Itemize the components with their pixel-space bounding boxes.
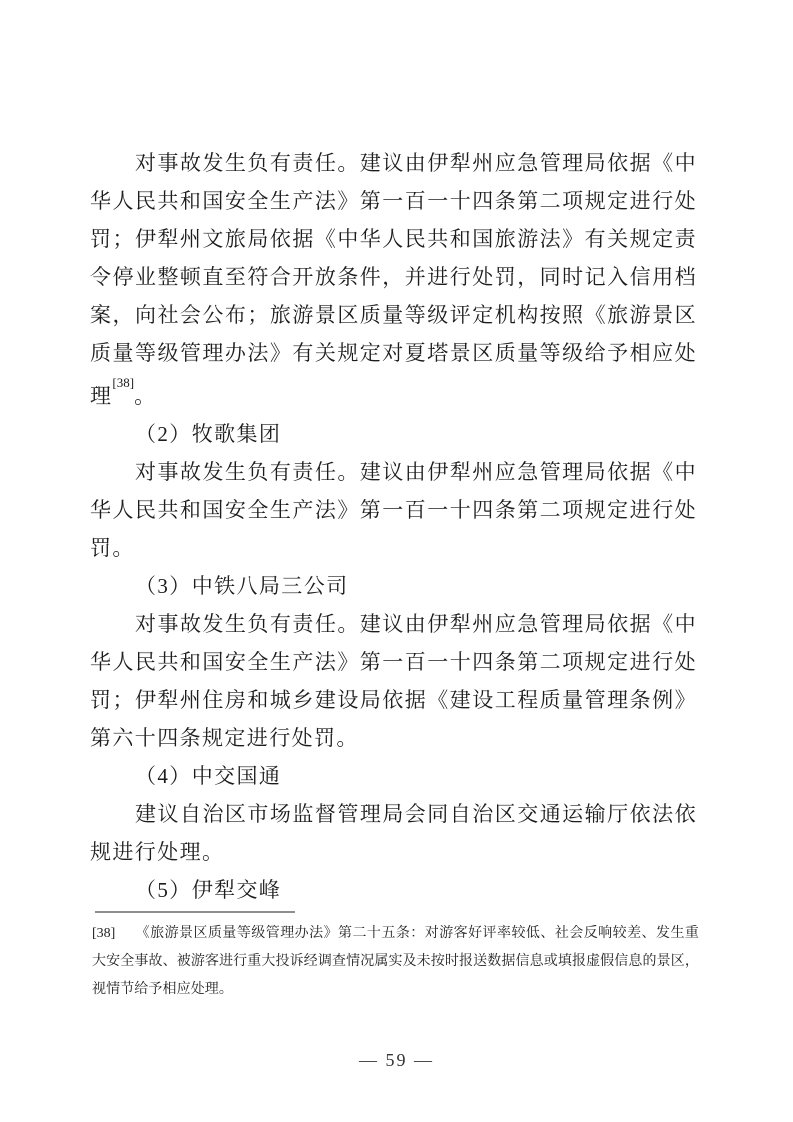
paragraph-text: 对事故发生负有责任。建议由伊犁州应急管理局依据《中华人民共和国安全生产法》第一百一十四条第二项规定进行处罚；伊犁州文旅局依据《中华人民共和国旅游法》有关规定责令停业整顿直至符合开放条件，并进行处罚，同时记入信用档案，向社会公布；旅游景区质量等级评定机构按照《旅游景区质量等级管理办法》有关规定对夏塔景区质量等级给予相应处理 [90,151,697,408]
section-heading: （2）牧歌集团 [135,422,282,446]
footnote-text: 《旅游景区质量等级管理办法》第二十五条：对游客好评率较低、社会反响较差、发生重大安全事故、被游客进行重大投诉经调查情况属实及未按时报送数据信息或填报虚假信息的景区，视情节给予相应处理。 [92,926,699,997]
section-heading: （4）中交国通 [135,764,282,788]
paragraph: 对事故发生负有责任。建议由伊犁州应急管理局依据《中华人民共和国安全生产法》第一百一十四条第二项规定进行处罚；伊犁州住房和城乡建设局依据《建设工程质量管理条例》第六十四条规定进行处罚。 [90,612,697,750]
section-heading: （3）中铁八局三公司 [135,574,349,598]
paragraph: 对事故发生负有责任。建议由伊犁州应急管理局依据《中华人民共和国安全生产法》第一百一十四条第二项规定进行处罚。 [90,460,697,560]
paragraph: 建议自治区市场监督管理局会同自治区交通运输厅依法依规进行处理。 [90,802,697,864]
footnote-separator [95,911,295,913]
footnote-area [92,911,699,1004]
page-number: — 59 — [359,1050,434,1070]
footnote-marker: [38] [92,926,116,941]
footnote [92,920,699,1004]
footnote-reference: [38] [112,375,135,390]
section-heading: （5）伊犁交峰 [135,878,282,902]
paragraph [90,144,697,415]
paragraph-text: 。 [134,384,157,408]
document-body [90,144,697,909]
